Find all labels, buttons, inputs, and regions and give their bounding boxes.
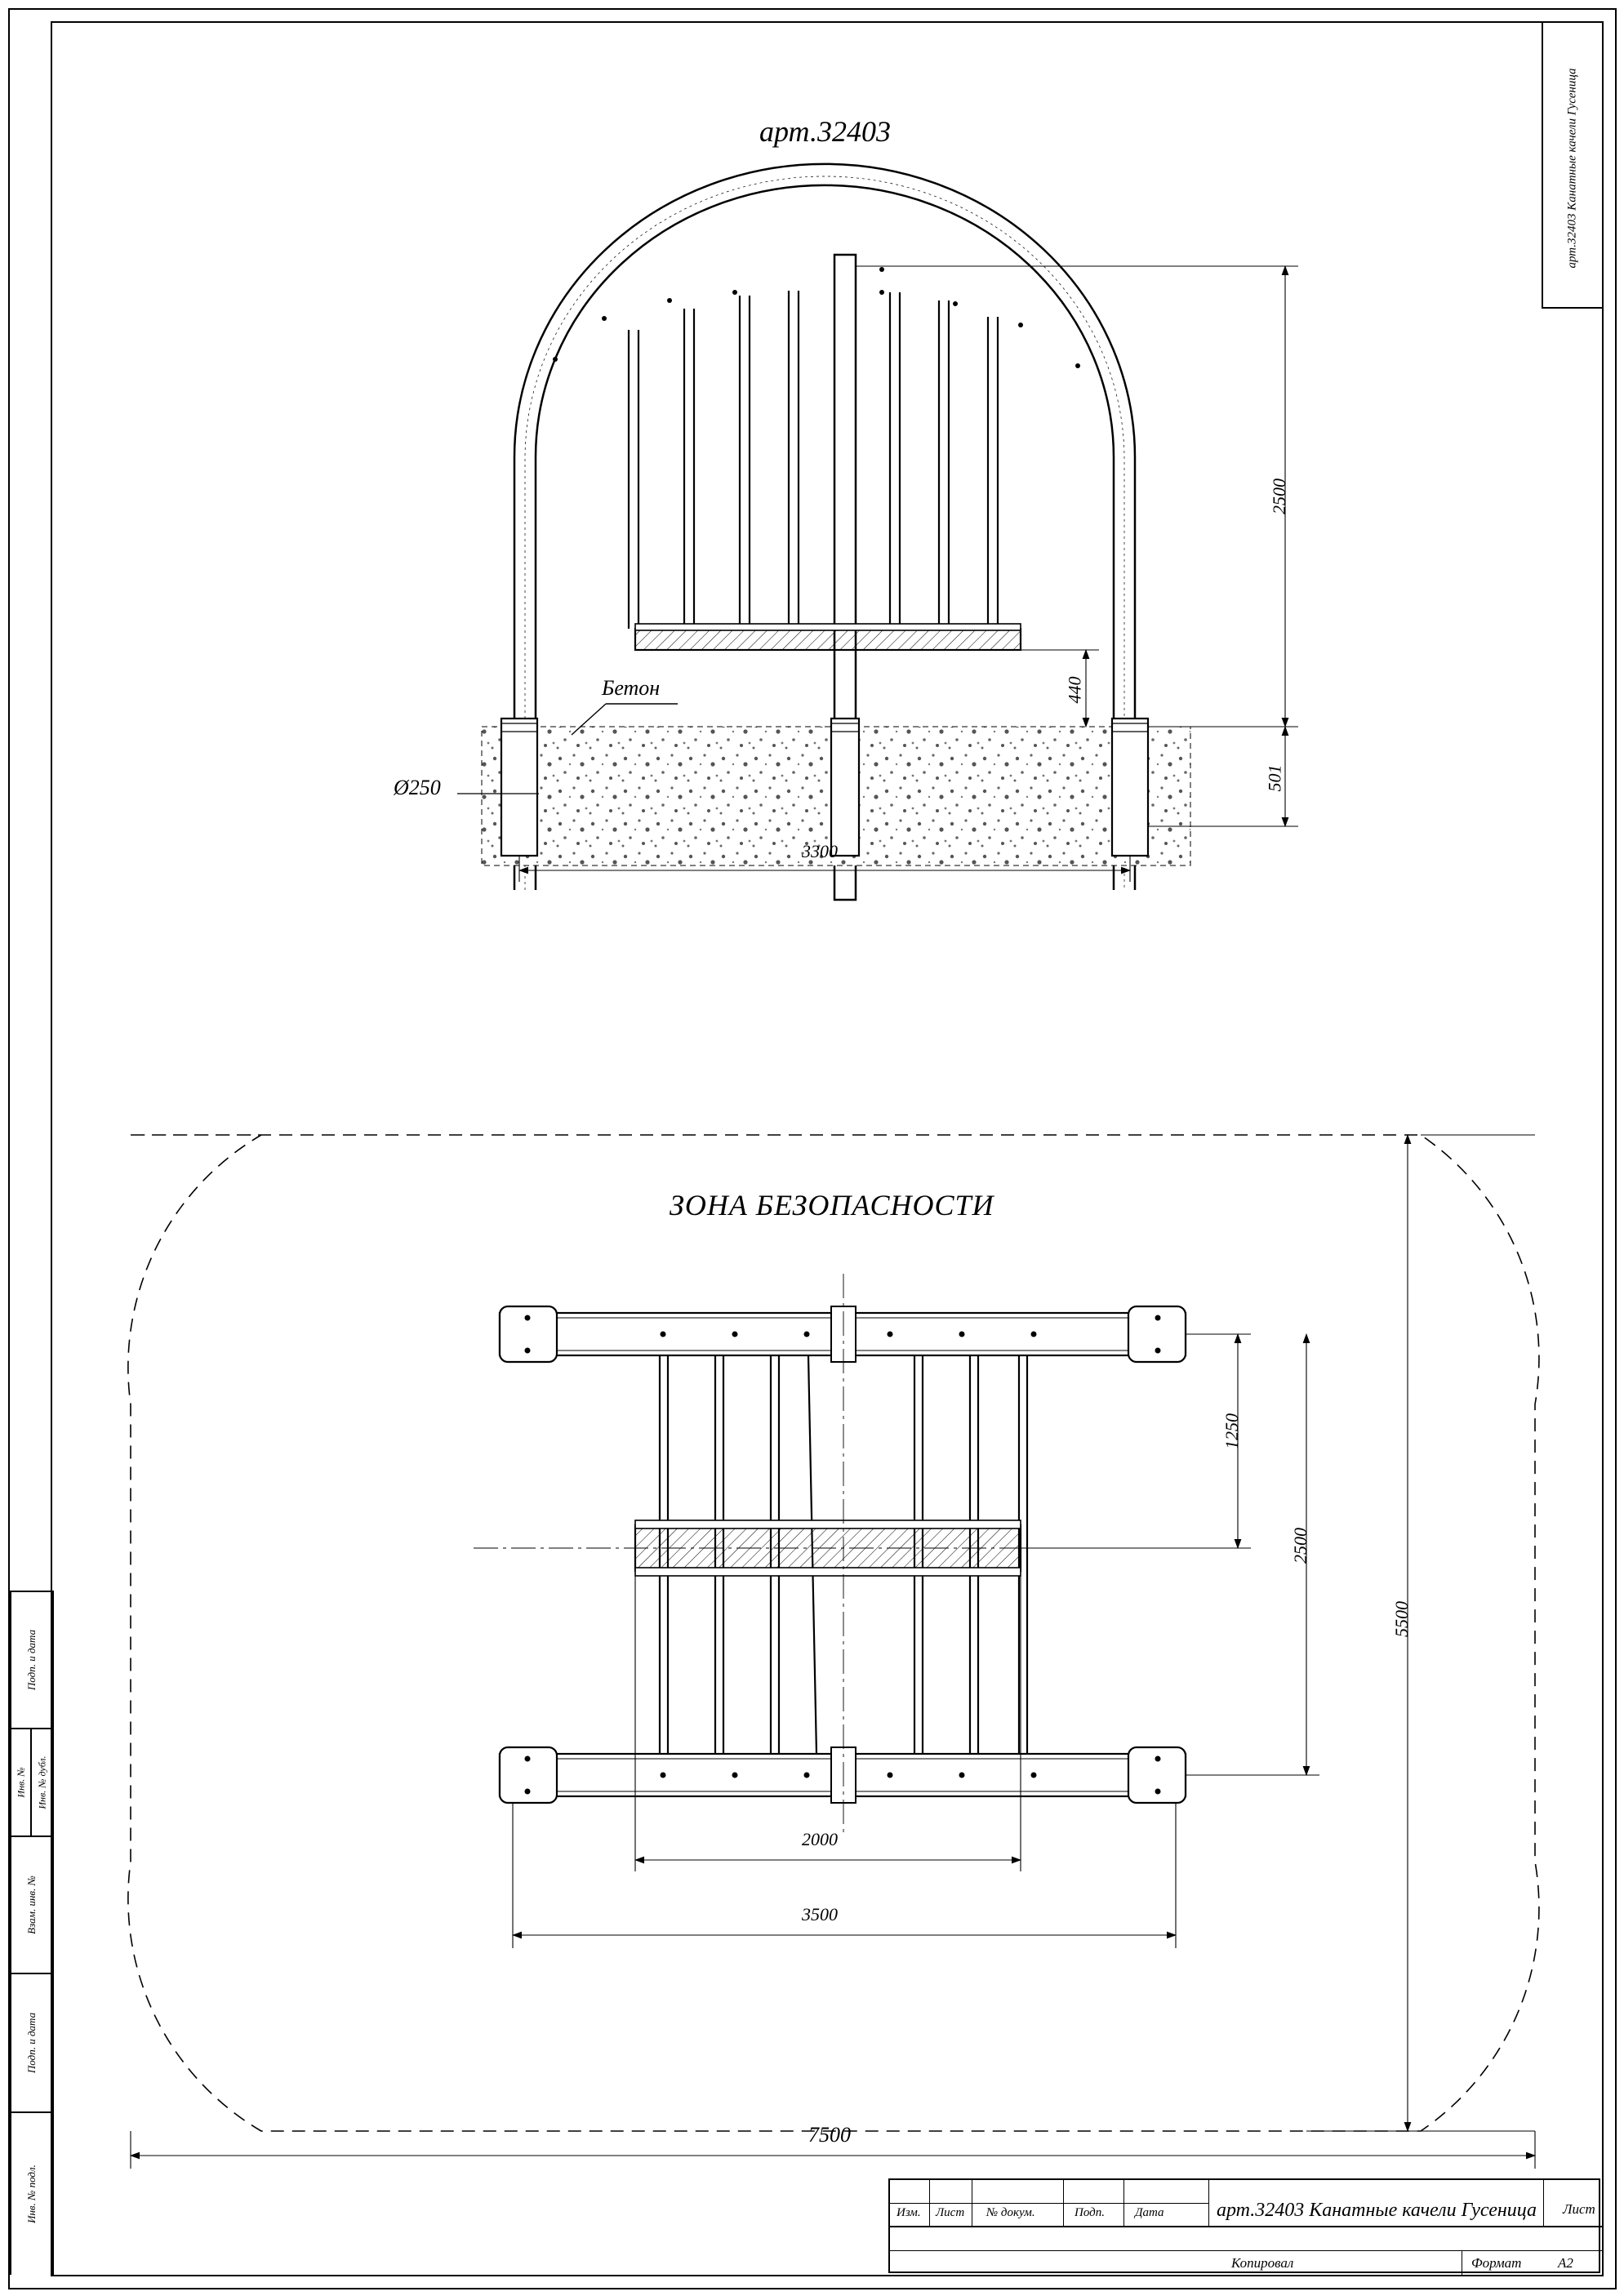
tb-vline-3	[1063, 2180, 1064, 2226]
left-subcell-inv-dubl	[32, 1729, 52, 1835]
tb-format-label: Формат	[1471, 2255, 1522, 2271]
tb-format-value: А2	[1558, 2255, 1573, 2271]
left-row-podp-data-1	[11, 1592, 52, 1729]
safety-zone-label: ЗОНА БЕЗОПАСНОСТИ	[670, 1189, 994, 1221]
tb-vline-1	[929, 2180, 930, 2226]
dim-safety-depth: 5500	[1391, 1601, 1412, 1637]
left-margin-strip	[10, 1591, 54, 2275]
left-row-inv-dubl	[11, 1729, 52, 1837]
left-row-podp-data-2	[11, 1974, 52, 2113]
dim-frame-depth: 2500	[1290, 1528, 1310, 1564]
tb-hline-2	[890, 2226, 1602, 2227]
dim-seat-width: 2000	[802, 1829, 838, 1849]
left-row-label: Подп. и дата	[25, 1629, 38, 1691]
right-margin-strip	[1542, 21, 1604, 309]
left-subcell-inv-dubl-label: Инв. № дубл.	[36, 1755, 47, 1809]
dim-foundation-depth: 501	[1264, 764, 1285, 792]
dim-height-total: 2500	[1269, 478, 1289, 514]
left-subcell-inv	[11, 1729, 32, 1835]
right-margin-label: арт.32403 Канатные качели Гусеница	[1565, 68, 1579, 269]
dim-safety-width: 7500	[808, 2123, 851, 2147]
concrete-label: Бетон	[602, 676, 661, 700]
tb-col-izm: Изм.	[897, 2206, 921, 2219]
article-title: арт.32403	[759, 115, 891, 148]
tb-vline-4	[1123, 2180, 1124, 2226]
tb-col-docnum: № докум.	[986, 2206, 1035, 2219]
tb-hline-3	[890, 2250, 1602, 2251]
tb-vline-6	[1543, 2180, 1544, 2226]
tb-col-data: Дата	[1135, 2206, 1164, 2219]
left-row-label: Взам. инв. №	[25, 1876, 38, 1934]
tb-col-list: Лист	[936, 2206, 965, 2219]
dim-foundation-width: 3300	[802, 841, 838, 861]
tb-copied-by: Копировал	[1231, 2255, 1294, 2271]
left-row-inv-podl	[11, 2113, 52, 2275]
diameter-label: Ø250	[394, 776, 441, 799]
tb-sheet-word: Лист	[1563, 2201, 1595, 2217]
tb-col-podp: Подп.	[1075, 2206, 1105, 2219]
dim-half-span: 1250	[1221, 1413, 1242, 1449]
tb-vline-5	[1208, 2180, 1209, 2226]
tb-product-name: арт.32403 Канатные качели Гусеница	[1217, 2200, 1537, 2221]
left-row-label: Инв. № подл.	[25, 2165, 38, 2223]
left-row-label: Подп. и дата	[25, 2012, 38, 2074]
dim-seat-height: 440	[1064, 676, 1085, 704]
tb-hline-1	[890, 2203, 1208, 2204]
left-row-vzam-inv	[11, 1837, 52, 1974]
title-block	[888, 2178, 1600, 2273]
dim-frame-width: 3500	[802, 1904, 838, 1924]
left-subcell-inv-label: Инв. №	[15, 1767, 26, 1798]
